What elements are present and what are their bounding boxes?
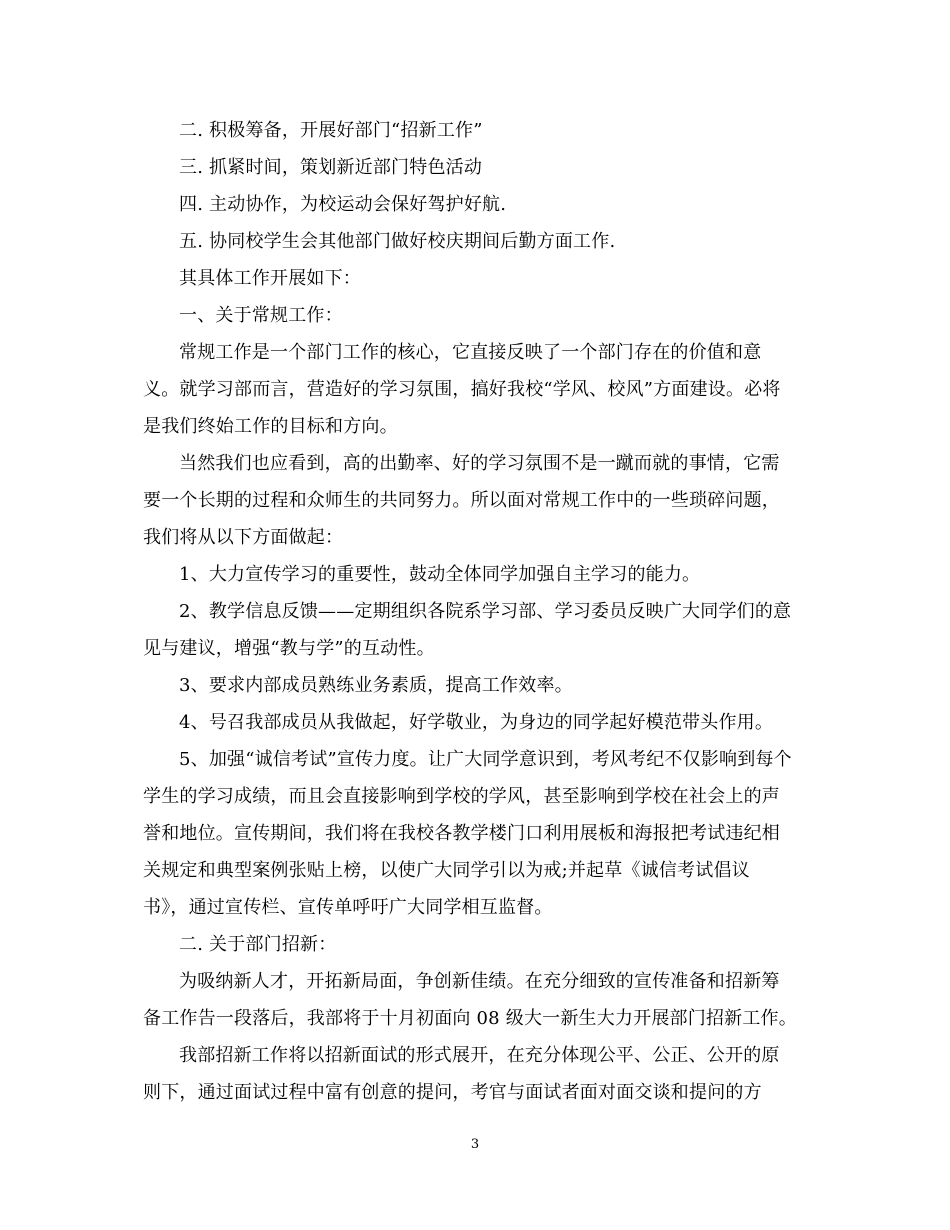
- paragraph-line: 为吸纳新人才，开拓新局面，争创新佳绩。在充分细致的宣传准备和招新筹: [179, 971, 780, 992]
- numbered-item-4: 4、号召我部成员从我做起，好学敬业，为身边的同学起好模范带头作用。: [179, 712, 774, 733]
- numbered-item-2-continued: 见与建议，增强“教与学”的互动性。: [143, 638, 435, 659]
- document-body: [143, 112, 808, 1111]
- numbered-item-3: 3、要求内部成员熟练业务素质，提高工作效率。: [179, 675, 573, 696]
- numbered-item-1: 1、大力宣传学习的重要性，鼓动全体同学加强自主学习的能力。: [179, 564, 701, 585]
- paragraph-line: 当然我们也应看到，高的出勤率、好的学习氛围不是一蹴而就的事情，它需: [179, 453, 780, 474]
- paragraph-line: 义。就学习部而言，营造好的学习氛围，搞好我校“学风、校风”方面建设。必将: [143, 379, 781, 400]
- list-item-3: 三. 抓紧时间，策划新近部门特色活动: [179, 157, 483, 178]
- numbered-item-5-continued: 关规定和典型案例张贴上榜，以使广大同学引以为戒;并起草《诚信考试倡议: [143, 860, 750, 881]
- list-item-2: 二. 积极筹备，开展好部门“招新工作”: [179, 120, 483, 141]
- paragraph-line: 我们将从以下方面做起：: [143, 527, 344, 548]
- paragraph-line: 备工作告一段落后，我部将于十月初面向 08 级大一新生大力开展部门招新工作。: [143, 1008, 797, 1029]
- intro-line: 其具体工作开展如下：: [179, 268, 361, 289]
- paragraph-line: 我部招新工作将以招新面试的形式展开，在充分体现公平、公正、公开的原: [179, 1045, 780, 1066]
- section-heading-routine-work: 一、关于常规工作：: [179, 305, 343, 326]
- paragraph-line: 要一个长期的过程和众师生的共同努力。所以面对常规工作中的一些琐碎问题，: [143, 490, 780, 511]
- paragraph-line: 则下，通过面试过程中富有创意的提问，考官与面试者面对面交谈和提问的方: [143, 1082, 762, 1103]
- list-item-4: 四. 主动协作，为校运动会保好驾护好航.: [179, 194, 507, 215]
- page-number: 3: [470, 1137, 480, 1152]
- paragraph-line: 是我们终始工作的目标和方向。: [143, 416, 398, 437]
- list-item-5: 五. 协同校学生会其他部门做好校庆期间后勤方面工作.: [179, 231, 616, 252]
- section-heading-recruitment: 二. 关于部门招新：: [179, 934, 337, 955]
- paragraph-line: 常规工作是一个部门工作的核心，它直接反映了一个部门存在的价值和意: [179, 342, 762, 363]
- numbered-item-5-continued: 学生的学习成绩，而且会直接影响到学校的学风，甚至影响到学校在社会上的声: [143, 786, 780, 807]
- numbered-item-5: 5、加强“诚信考试”宣传力度。让广大同学意识到，考风考纪不仅影响到每个: [179, 749, 792, 770]
- numbered-item-2: 2、教学信息反馈——定期组织各院系学习部、学习委员反映广大同学们的意: [179, 601, 792, 622]
- numbered-item-5-continued: 书》，通过宣传栏、宣传单呼吁广大同学相互监督。: [143, 897, 553, 918]
- numbered-item-5-continued: 誉和地位。宣传期间，我们将在我校各教学楼门口利用展板和海报把考试违纪相: [143, 823, 780, 844]
